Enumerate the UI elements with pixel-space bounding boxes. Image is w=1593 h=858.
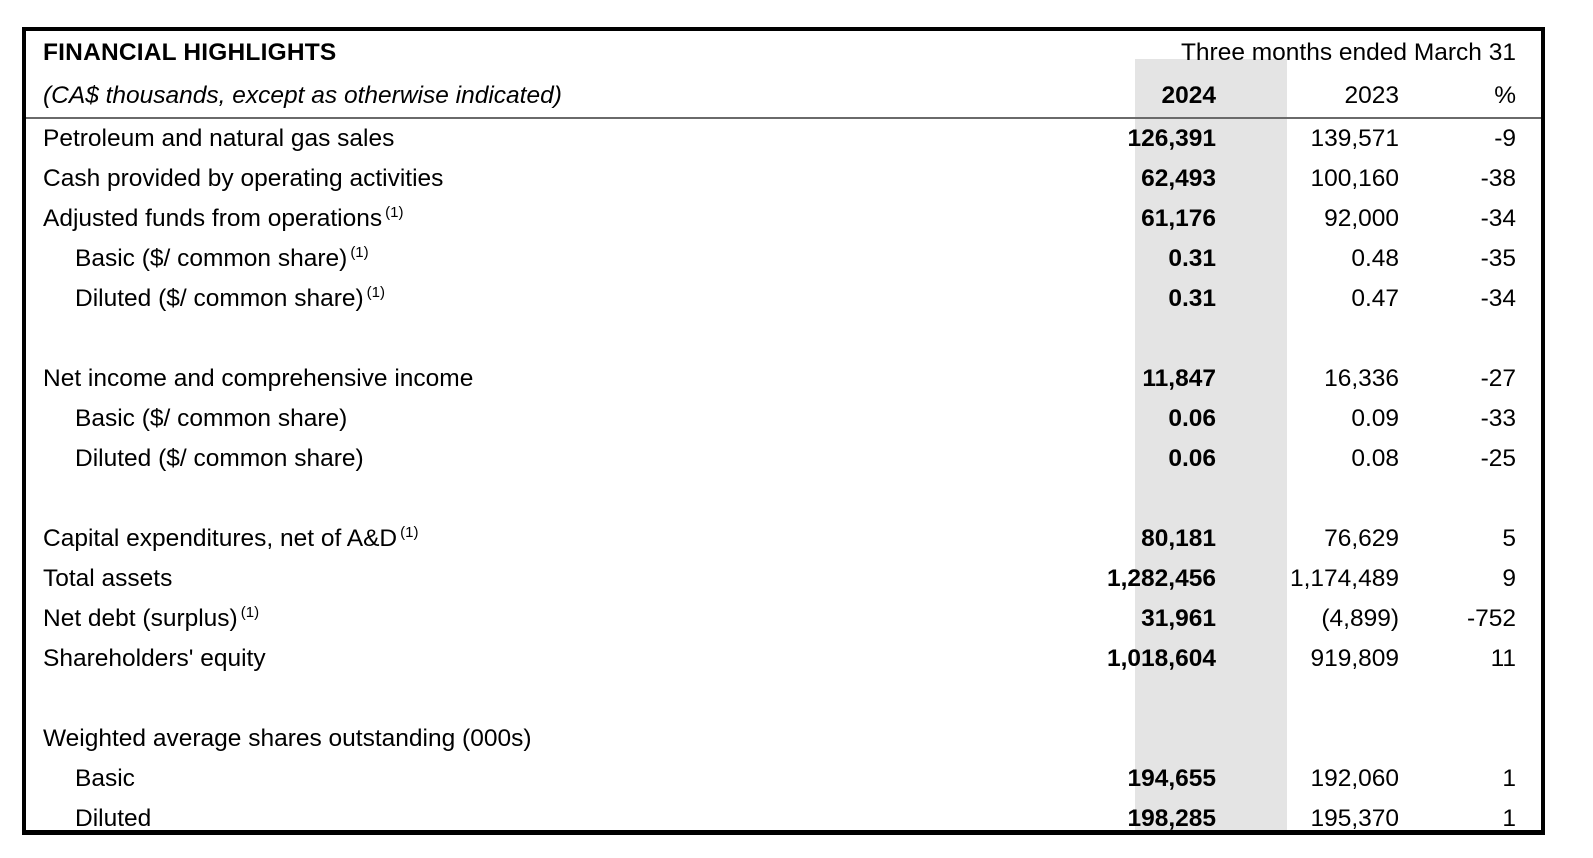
cell-value-2023: 195,370: [1310, 804, 1399, 832]
table-row: [26, 519, 1541, 559]
row-label: Basic: [75, 764, 135, 792]
row-label: Capital expenditures, net of A&D $^{(1)}$: [43, 523, 419, 552]
table-row: [26, 759, 1541, 799]
cell-value-2024: 31,961: [1141, 604, 1216, 632]
cell-value-2023: 76,629: [1324, 524, 1399, 552]
table-row: [26, 719, 1541, 759]
table-row: [26, 799, 1541, 835]
row-label: Adjusted funds from operations $^{(1)}$: [43, 203, 404, 232]
cell-value-2024: 0.06: [1168, 404, 1216, 432]
footnote-marker: (1): [400, 523, 419, 541]
row-label: Diluted: [75, 804, 152, 832]
column-header-2023: 2023: [1344, 81, 1399, 109]
page-title: FINANCIAL HIGHLIGHTS: [43, 39, 337, 66]
cell-value-percent: -9: [1494, 124, 1516, 152]
table-row-spacer: [26, 479, 1541, 519]
table-row: [26, 159, 1541, 199]
financial-highlights-table: [22, 27, 1545, 835]
cell-value-percent: 1: [1502, 764, 1516, 792]
cell-value-2024: 0.06: [1168, 444, 1216, 472]
row-label: Net debt (surplus) $^{(1)}$: [43, 603, 260, 632]
table-row-spacer: [26, 679, 1541, 719]
period-header: Three months ended March 31: [1180, 39, 1516, 66]
cell-value-2024: 194,655: [1127, 764, 1216, 792]
cell-value-2023: 0.08: [1351, 444, 1399, 472]
table-row: [26, 559, 1541, 599]
table-header: [26, 31, 1541, 119]
row-label: Basic ($/ common share) $^{(1)}$: [75, 243, 369, 272]
cell-value-2023: 16,336: [1324, 364, 1399, 392]
table-row: [26, 239, 1541, 279]
cell-value-percent: 11: [1490, 644, 1516, 672]
table-row: [26, 359, 1541, 399]
table-body: [26, 119, 1541, 835]
row-label: Cash provided by operating activities: [43, 164, 444, 192]
table-row: [26, 399, 1541, 439]
cell-value-percent: 9: [1502, 564, 1516, 592]
table-row-spacer: [26, 319, 1541, 359]
row-label: Basic ($/ common share): [75, 404, 348, 432]
table-row: [26, 279, 1541, 319]
cell-value-2024: 62,493: [1141, 164, 1216, 192]
table-header-row-columns: [26, 75, 1541, 117]
cell-value-2024: 0.31: [1168, 284, 1216, 312]
row-label: Total assets: [43, 564, 173, 592]
row-label: Diluted ($/ common share) $^{(1)}$: [75, 283, 386, 312]
table-row: [26, 439, 1541, 479]
cell-value-2023: 192,060: [1310, 764, 1399, 792]
row-label: Shareholders' equity: [43, 644, 266, 672]
cell-value-2023: 92,000: [1324, 204, 1399, 232]
cell-value-2023: 1,174,489: [1290, 564, 1399, 592]
table-row: [26, 639, 1541, 679]
row-label: Weighted average shares outstanding (000s): [43, 724, 532, 752]
column-header-2024: 2024: [1161, 81, 1216, 109]
footnote-marker: (1): [350, 243, 369, 261]
cell-value-percent: 5: [1502, 524, 1516, 552]
cell-value-percent: -752: [1466, 604, 1516, 632]
cell-value-2024: 61,176: [1141, 204, 1216, 232]
footnote-marker: (1): [385, 203, 404, 221]
cell-value-2024: 198,285: [1127, 804, 1216, 832]
cell-value-2023: 0.47: [1351, 284, 1399, 312]
table-row: [26, 119, 1541, 159]
cell-value-percent: -38: [1480, 164, 1516, 192]
cell-value-2023: 0.48: [1351, 244, 1399, 272]
cell-value-percent: -34: [1480, 284, 1516, 312]
units-subtitle: (CA$ thousands, except as otherwise indicated): [43, 82, 562, 109]
cell-value-percent: -25: [1480, 444, 1516, 472]
cell-value-percent: -27: [1480, 364, 1516, 392]
column-header-percent: %: [1494, 81, 1516, 109]
cell-value-2023: (4,899): [1321, 604, 1399, 632]
cell-value-2023: 0.09: [1351, 404, 1399, 432]
footnote-marker: (1): [240, 603, 260, 621]
cell-value-2024: 1,018,604: [1107, 644, 1216, 672]
cell-value-2024: 1,282,456: [1107, 564, 1216, 592]
cell-value-percent: -33: [1480, 404, 1516, 432]
cell-value-percent: -35: [1480, 244, 1516, 272]
cell-value-2023: 100,160: [1310, 164, 1399, 192]
cell-value-2023: 139,571: [1310, 124, 1399, 152]
cell-value-2024: 11,847: [1142, 364, 1216, 392]
table-row: [26, 199, 1541, 239]
row-label: Petroleum and natural gas sales: [43, 124, 395, 152]
row-label: Net income and comprehensive income: [43, 364, 474, 392]
table-header-row-title: [26, 31, 1541, 75]
cell-value-percent: -34: [1480, 204, 1516, 232]
row-label: Diluted ($/ common share): [75, 444, 364, 472]
table-row: [26, 599, 1541, 639]
cell-value-2024: 0.31: [1168, 244, 1216, 272]
cell-value-percent: 1: [1502, 804, 1516, 832]
cell-value-2024: 126,391: [1127, 124, 1216, 152]
cell-value-2023: 919,809: [1310, 644, 1399, 672]
cell-value-2024: 80,181: [1141, 524, 1216, 552]
footnote-marker: (1): [366, 283, 386, 301]
